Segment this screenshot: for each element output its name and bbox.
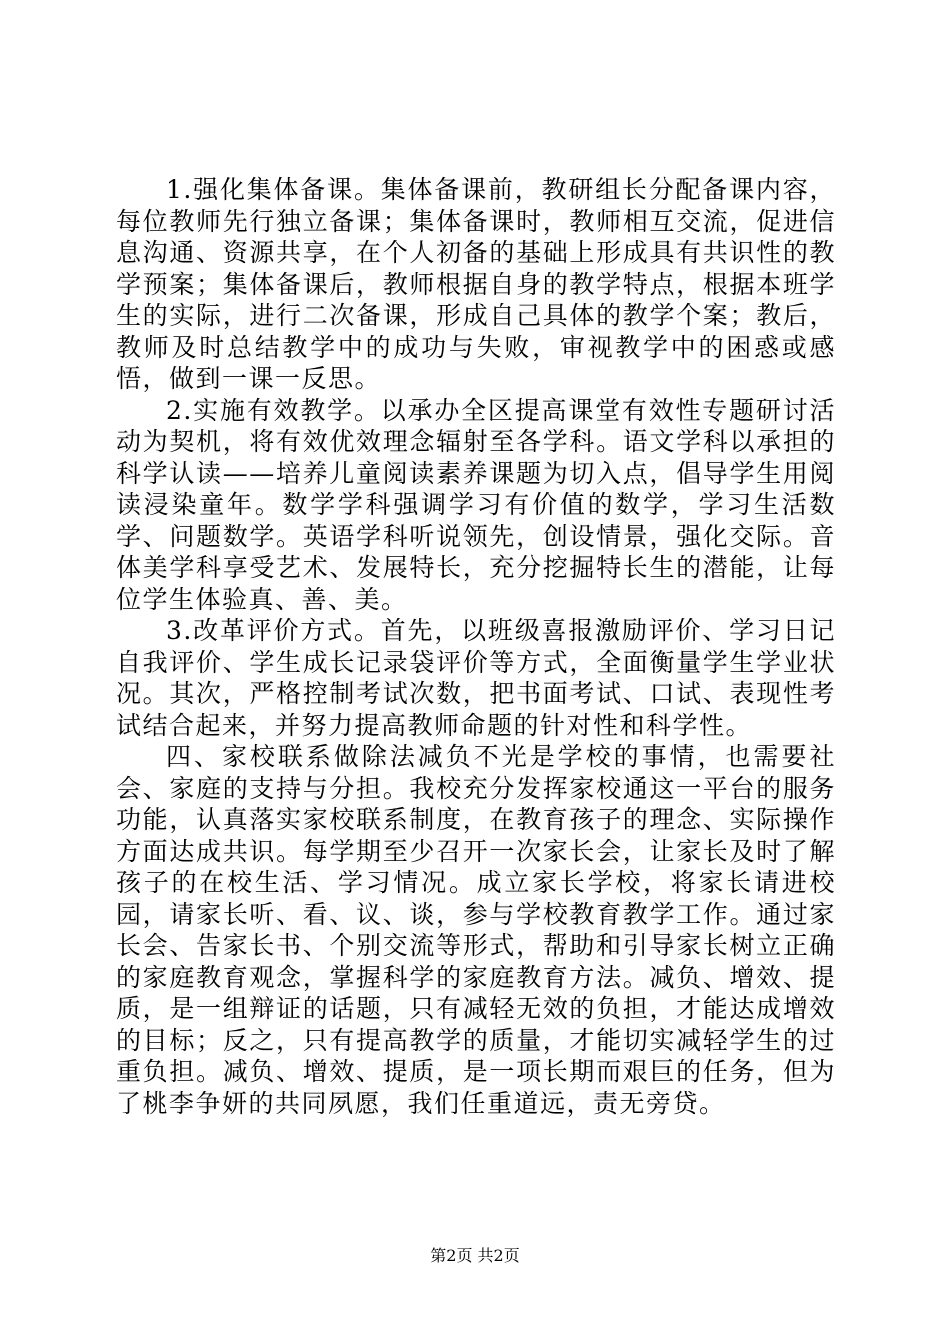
paragraph-collective-lesson-prep: 1.强化集体备课。集体备课前，教研组长分配备课内容，每位教师先行独立备课；集体备课时，教师相互交流，促进信息沟通、资源共享，在个人初备的基础上形成具有共识性的教学预案；集体备课后，教师根据自身的教学特点，根据本班学生的实际，进行二次备课，形成自己具体的教学个案；教后，教师及时总结教学中的成功与失败，审视教学中的困惑或感悟，做到一课一反思。 (116, 175, 836, 393)
paragraph-evaluation-reform: 3.改革评价方式。首先，以班级喜报激励评价、学习日记自我评价、学生成长记录袋评价等方式，全面衡量学生学业状况。其次，严格控制考试次数，把书面考试、口试、表现性考试结合起来，并努力提高教师命题的针对性和科学性。 (116, 616, 836, 740)
page-footer: 第2页 共2页 (430, 1246, 520, 1265)
paragraph-effective-teaching: 2.实施有效教学。以承办全区提高课堂有效性专题研讨活动为契机，将有效优效理念辐射至各学科。语文学科以承担的科学认读——培养儿童阅读素养课题为切入点，倡导学生用阅读浸染童年。数学学科强调学习有价值的数学，学习生活数学、问题数学。英语学科听说领先，创设情景，强化交际。音体美学科享受艺术、发展特长，充分挖掘特长生的潜能，让每位学生体验真、善、美。 (116, 395, 836, 614)
document-body (116, 174, 836, 1119)
paragraph-home-school-contact: 四、家校联系做除法减负不光是学校的事情，也需要社会、家庭的支持与分担。我校充分发挥家校通这一平台的服务功能，认真落实家校联系制度，在教育孩子的理念、实际操作方面达成共识。每学期至少召开一次家长会，让家长及时了解孩子的在校生活、学习情况。成立家长学校，将家长请进校园，请家长听、看、议、谈，参与学校教育教学工作。通过家长会、告家长书、个别交流等形式，帮助和引导家长树立正确的家庭教育观念，掌握科学的家庭教育方法。减负、增效、提质，是一组辩证的话题，只有减轻无效的负担，才能达成增效的目标；反之，只有提高教学的质量，才能切实减轻学生的过重负担。减负、增效、提质，是一项长期而艰巨的任务，但为了桃李争妍的共同夙愿，我们任重道远，责无旁贷。 (116, 742, 836, 1118)
